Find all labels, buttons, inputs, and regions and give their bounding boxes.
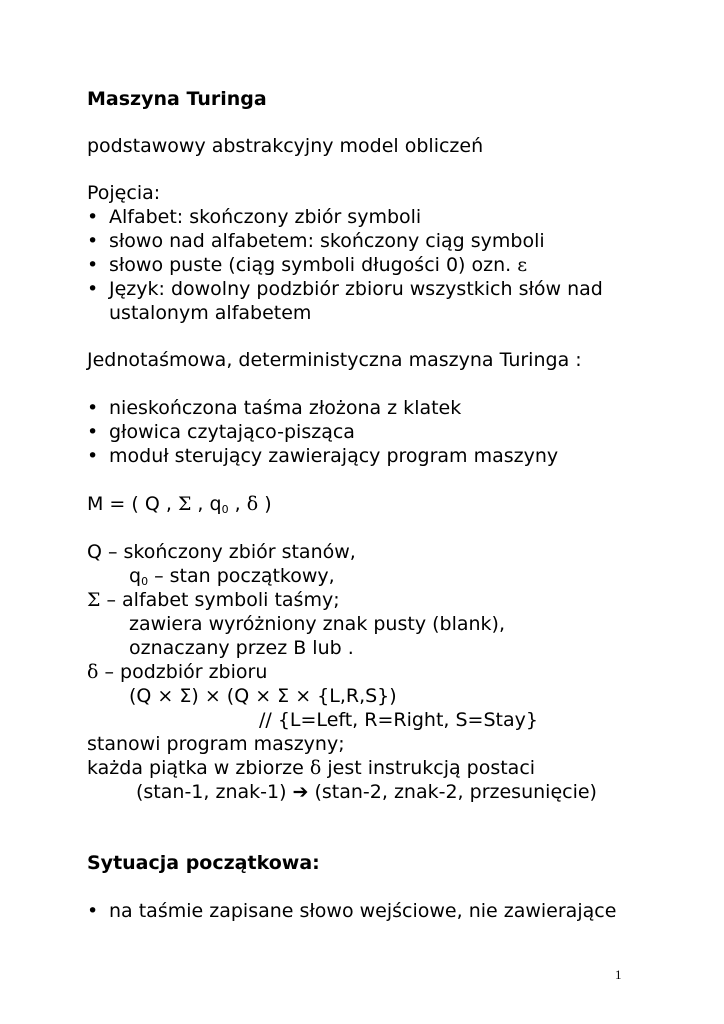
def-alphabet: Σ – alfabet symboli taśmy; bbox=[87, 589, 340, 611]
bullet-icon: • bbox=[87, 421, 99, 443]
bullet-icon: • bbox=[87, 445, 99, 467]
bullet-icon: • bbox=[87, 900, 99, 922]
page-title: Maszyna Turinga bbox=[87, 88, 267, 110]
list-item: • na taśmie zapisane słowo wejściowe, nie zawierające bbox=[87, 900, 617, 922]
def-program: stanowi program maszyny; bbox=[87, 733, 345, 755]
machine-tuple: M = ( Q , Σ , $q_0$ , δ ) bbox=[87, 493, 272, 516]
def-alphabet-cont: oznaczany przez B lub . bbox=[129, 637, 354, 659]
def-transition: δ – podzbiór zbioru bbox=[87, 661, 268, 683]
list-item: • słowo puste (ciąg symboli długości 0) ozn. ε bbox=[87, 254, 528, 276]
list-item: • głowica czytająco-pisząca bbox=[87, 421, 355, 443]
intro-text: podstawowy abstrakcyjny model obliczeń bbox=[87, 135, 484, 157]
list-item-continuation: ustalonym alfabetem bbox=[109, 302, 312, 324]
machine-heading: Jednotaśmowa, deterministyczna maszyna Turinga : bbox=[87, 349, 582, 371]
bullet-icon: • bbox=[87, 278, 99, 300]
start-heading: Sytuacja początkowa: bbox=[87, 852, 320, 874]
bullet-icon: • bbox=[87, 254, 99, 276]
def-product: (Q × Σ) × (Q × Σ × {L,R,S}) bbox=[129, 685, 397, 707]
list-item: • Alfabet: skończony zbiór symboli bbox=[87, 206, 422, 228]
list-item: • słowo nad alfabetem: skończony ciąg symboli bbox=[87, 230, 545, 252]
delta-symbol: δ bbox=[87, 661, 99, 683]
delta-symbol: δ bbox=[246, 493, 259, 515]
def-instruction: (stan-1, znak-1) ➔ (stan-2, znak-2, przesunięcie) bbox=[136, 781, 597, 803]
list-item: • Język: dowolny podzbiór zbioru wszystkich słów nad bbox=[87, 278, 603, 300]
def-five-tuple: każda piątka w zbiorze δ jest instrukcją postaci bbox=[87, 757, 536, 779]
bullet-icon: • bbox=[87, 397, 99, 419]
list-item: • nieskończona taśma złożona z klatek bbox=[87, 397, 462, 419]
bullet-icon: • bbox=[87, 230, 99, 252]
def-comment: // {L=Left, R=Right, S=Stay} bbox=[259, 709, 538, 731]
def-initial-state: $q_0$ – stan początkowy, bbox=[129, 565, 335, 588]
page-number: 1 bbox=[615, 967, 622, 982]
list-item: • moduł sterujący zawierający program maszyny bbox=[87, 445, 559, 467]
delta-symbol: δ bbox=[309, 757, 322, 779]
def-alphabet-cont: zawiera wyróżniony znak pusty (blank), bbox=[129, 613, 505, 635]
def-states: Q – skończony zbiór stanów, bbox=[87, 541, 356, 563]
bullet-icon: • bbox=[87, 206, 99, 228]
sigma-symbol: Σ bbox=[87, 589, 101, 611]
sigma-symbol: Σ bbox=[177, 493, 192, 515]
epsilon-symbol: ε bbox=[517, 254, 528, 276]
concepts-heading: Pojęcia: bbox=[87, 182, 161, 204]
